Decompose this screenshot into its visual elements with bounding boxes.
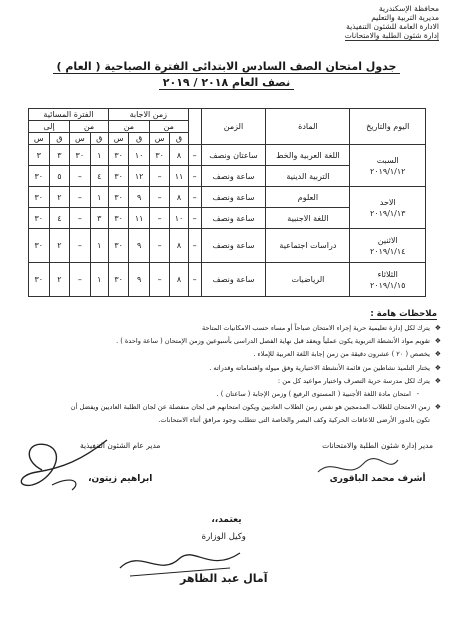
- time-cell: ١٢: [129, 166, 149, 187]
- time-cell: ٨: [170, 145, 188, 166]
- time-cell: ٣٠: [29, 166, 50, 187]
- time-cell: ٩: [129, 263, 149, 297]
- col-from-2: من: [108, 121, 149, 133]
- subject-cell: التربية الدينية: [266, 166, 350, 187]
- time-cell: ١٠: [129, 145, 149, 166]
- time-cell: –: [70, 263, 90, 297]
- time-cell: ٣: [90, 208, 108, 229]
- day-date-cell: [350, 145, 426, 187]
- time-cell: –: [149, 166, 169, 187]
- col-spacer: [188, 109, 201, 145]
- col-s: س: [149, 133, 169, 145]
- time-cell: ٩: [129, 229, 149, 263]
- col-answer-time: زمن الاجابة: [108, 109, 188, 121]
- signature-left-title: مدير عام الشئون التنفيذية: [80, 441, 161, 450]
- time-cell: ٤: [90, 166, 108, 187]
- header-line-directorate: مديرية التربية والتعليم: [371, 13, 439, 22]
- dash-cell: –: [188, 187, 201, 208]
- note-item: ❖ يخصص ( ٢٠ ) عشرون دقيقة من زمن إجابة اللغة العربية للإملاء .: [19, 348, 441, 361]
- date-label: ٢٠١٩/١/١٣: [370, 208, 406, 218]
- table-row: [29, 145, 426, 166]
- time-cell: ٣٠: [108, 166, 128, 187]
- signature-deputy-title: وكيل الوزارة: [201, 532, 246, 542]
- time-cell: ٣٠: [29, 229, 50, 263]
- notes-list: [19, 322, 441, 428]
- time-cell: ٣٠: [149, 145, 169, 166]
- header-block: [345, 4, 439, 41]
- note-subitem: - امتحان مادة اللغة الأجنبية ( المستوى الرفيع ) وزمن الإجابة ( ساعتان ) .: [19, 388, 441, 401]
- time-cell: ٢: [49, 187, 69, 208]
- day-date-cell: [350, 229, 426, 263]
- time-cell: ٤: [49, 208, 69, 229]
- time-cell: ٣٠: [108, 208, 128, 229]
- table-row: [29, 229, 426, 263]
- time-cell: ٩: [129, 187, 149, 208]
- time-cell: ١: [90, 263, 108, 297]
- time-cell: –: [149, 263, 169, 297]
- document-title: جدول امتحان الصف السادس الابتدائى الفترة الصباحية ( العام ): [0, 60, 453, 73]
- note-item: ❖ تقويم مواد الأنشطة التربوية يكون عملياً ويعقد قبل نهاية الفصل الدراسى بأسبوعين وزمن الإمتحان ( ساعة واحدة ) .: [19, 335, 441, 348]
- time-cell: ١: [90, 145, 108, 166]
- time-cell: ١١: [170, 166, 188, 187]
- duration-cell: ساعة ونصف: [201, 229, 266, 263]
- time-cell: ٢: [49, 229, 69, 263]
- signature-left-name: ابراهيم زيتون،: [88, 474, 153, 484]
- notes-heading: ملاحظات هامة :: [370, 309, 437, 319]
- time-cell: ٢: [49, 263, 69, 297]
- col-s: س: [108, 133, 128, 145]
- duration-cell: ساعة ونصف: [201, 187, 266, 208]
- time-cell: ٣٠: [70, 145, 90, 166]
- dash-cell: –: [188, 166, 201, 187]
- signature-deputy-name: آمال عبد الظاهر: [180, 572, 268, 585]
- signature-right-title: مدير إدارة شئون الطلبة والامتحانات: [322, 441, 433, 450]
- duration-cell: ساعتان ونصف: [201, 145, 266, 166]
- time-cell: ٨: [170, 187, 188, 208]
- col-from-1: من: [149, 121, 188, 133]
- date-label: ٢٠١٩/١/١٢: [370, 166, 406, 176]
- day-label: الاحد: [379, 197, 396, 207]
- col-q: ق: [170, 133, 188, 145]
- note-item: ❖ يترك لكل مدرسة حرية التصرف واختيار مواعيد كل من :: [19, 375, 441, 388]
- time-cell: ٣٠: [108, 263, 128, 297]
- day-date-cell: [350, 263, 426, 297]
- col-day-date: اليوم والتاريخ: [350, 109, 426, 145]
- subject-cell: اللغة الاجنبية: [266, 208, 350, 229]
- table-row: [29, 263, 426, 297]
- col-q: ق: [90, 133, 108, 145]
- approval-label: يعتمد،،: [211, 515, 242, 525]
- header-row: [29, 109, 426, 121]
- col-time: الزمن: [201, 109, 266, 145]
- day-label: الاثنين: [377, 235, 398, 245]
- time-cell: –: [149, 229, 169, 263]
- header-line-admin: الادارة العامة للشئون التنفيذية: [346, 22, 439, 31]
- col-s: س: [70, 133, 90, 145]
- time-cell: ٣: [49, 145, 69, 166]
- col-s: س: [29, 133, 50, 145]
- time-cell: ٨: [170, 263, 188, 297]
- dash-cell: –: [188, 208, 201, 229]
- note-item: ❖ زمن الامتحان للطلاب المدمجين هو نفس زمن الطلاب العاديين ويكون امتحانهم فى لجان منفصلة عن لجان الطلبة العاديين ويفضل أن: [19, 401, 441, 414]
- handwritten-signature-deputy: [110, 538, 250, 588]
- document-subtitle: نصف العام ٢٠١٨ / ٢٠١٩: [0, 76, 453, 89]
- col-to: إلى: [29, 121, 70, 133]
- time-cell: ٥: [49, 166, 69, 187]
- header-line-governorate: محافظة الإسكندرية: [378, 4, 439, 13]
- col-from-3: من: [70, 121, 109, 133]
- time-cell: –: [70, 229, 90, 263]
- time-cell: ٣٠: [108, 229, 128, 263]
- day-label: الثلاثاء: [377, 269, 398, 279]
- time-cell: ١: [90, 229, 108, 263]
- date-label: ٢٠١٩/١/١٤: [370, 246, 406, 256]
- dash-cell: –: [188, 145, 201, 166]
- time-cell: ٣٠: [108, 145, 128, 166]
- note-item: ❖ يختار التلميذ نشاطين من قائمة الأنشطة الاختيارية وفق ميوله واهتماماته وقدراته .: [19, 362, 441, 375]
- duration-cell: ساعة ونصف: [201, 208, 266, 229]
- header-line-department: إدارة شئون الطلبة والامتحانات: [344, 31, 439, 40]
- time-cell: –: [70, 208, 90, 229]
- subject-cell: دراسات اجتماعية: [266, 229, 350, 263]
- handwritten-signature-left: [12, 430, 122, 495]
- note-item: ❖ يترك لكل إدارة تعليمية حرية إجراء الامتحان صباحاً أو مساء حسب الامكانيات المتاحة: [19, 322, 441, 335]
- note-item-continuation: تكون بالدور الأرضى للاعاقات الحركية وكف البصر والخاصة التى تتطلب وجود مرافق أثناء الامتحانات.: [158, 416, 430, 425]
- col-evening-period: الفترة المسائية: [29, 109, 109, 121]
- day-label: السبت: [376, 155, 399, 165]
- col-subject: المادة: [266, 109, 350, 145]
- time-cell: ٣٠: [108, 187, 128, 208]
- time-cell: ٣٠: [29, 187, 50, 208]
- subject-cell: اللغة العربية والخط: [266, 145, 350, 166]
- exam-schedule-table: [28, 108, 426, 297]
- dash-cell: –: [188, 263, 201, 297]
- time-cell: –: [149, 187, 169, 208]
- time-cell: ٣٠: [29, 263, 50, 297]
- time-cell: ١: [90, 187, 108, 208]
- time-cell: –: [70, 166, 90, 187]
- duration-cell: ساعة ونصف: [201, 166, 266, 187]
- time-cell: ٣٠: [29, 208, 50, 229]
- subject-cell: الرياضيات: [266, 263, 350, 297]
- subject-cell: العلوم: [266, 187, 350, 208]
- table-row: [29, 187, 426, 208]
- dash-cell: –: [188, 229, 201, 263]
- time-cell: –: [149, 208, 169, 229]
- time-cell: ٨: [170, 229, 188, 263]
- date-label: ٢٠١٩/١/١٥: [370, 280, 406, 290]
- time-cell: ٣: [29, 145, 50, 166]
- col-q: ق: [129, 133, 149, 145]
- time-cell: ١١: [129, 208, 149, 229]
- col-q: ق: [49, 133, 69, 145]
- duration-cell: ساعة ونصف: [201, 263, 266, 297]
- time-cell: ١٠: [170, 208, 188, 229]
- day-date-cell: [350, 187, 426, 229]
- signature-right-name: أشرف محمد الباقورى: [329, 474, 426, 484]
- time-cell: –: [70, 187, 90, 208]
- handwritten-signature-right: [313, 452, 403, 482]
